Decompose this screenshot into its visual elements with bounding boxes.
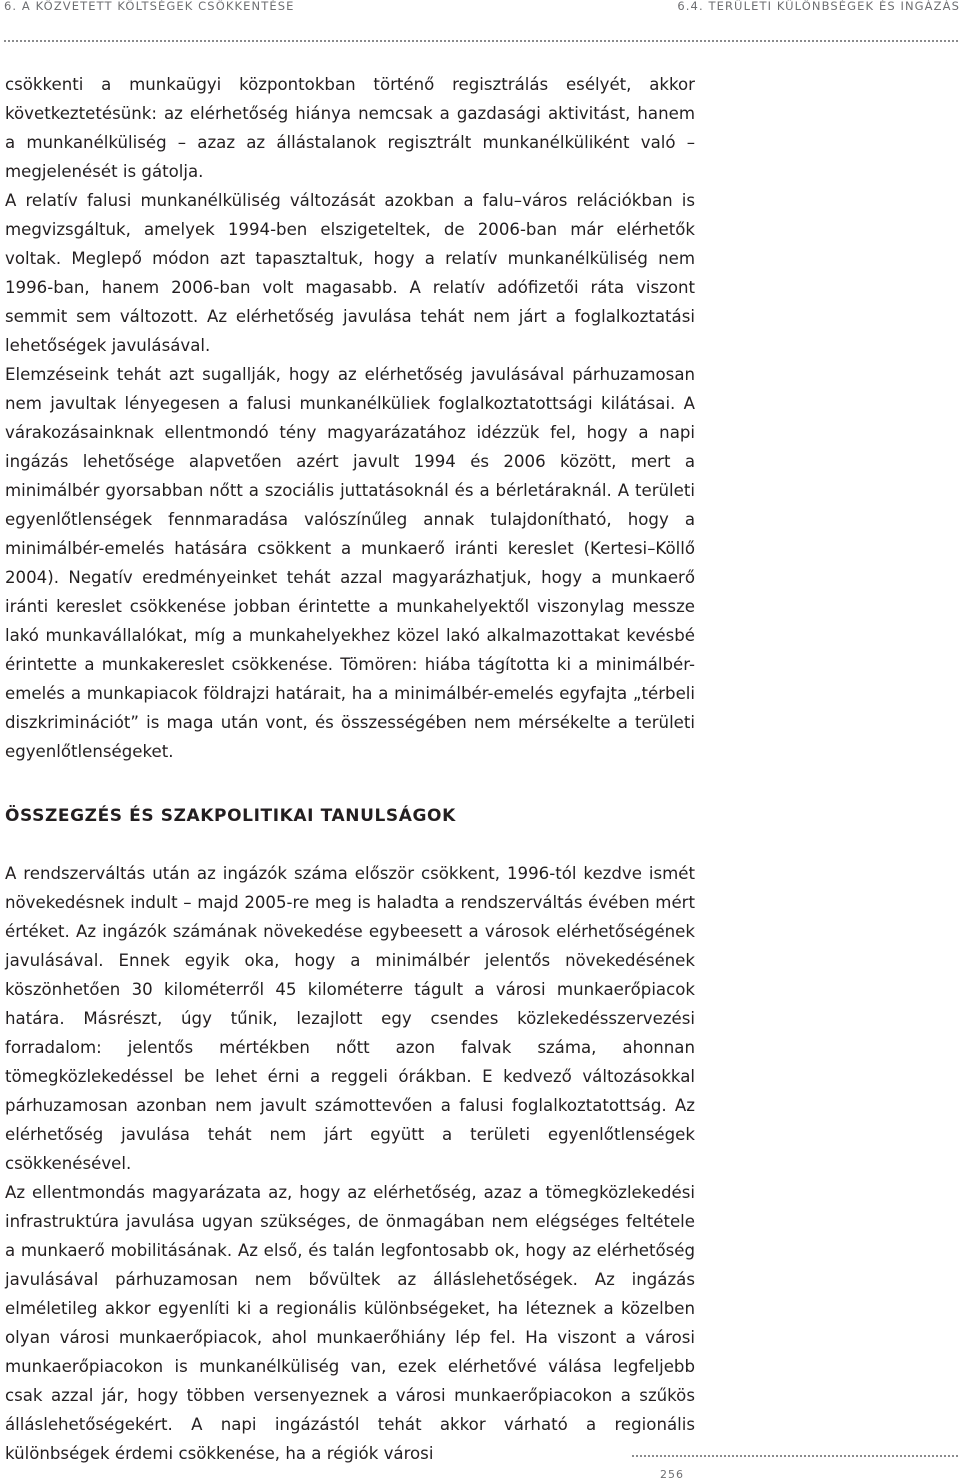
section-body <box>5 859 695 1468</box>
section-paragraph: Az ellentmondás magyarázata az, hogy az elérhetőség, azaz a tömegközlekedési infrastruktúra javulása ugyan szükséges, de önmagában nem elégséges feltétele a munkaerő mobilitásának. Az első, és talán legfontosabb ok, hogy az elérhetőség javulásával párhuzamosan nem bővültek az álláslehetőségek. Az ingázás elméletileg akkor egyenlíti ki a regionális különbségeket, ha léteznek a közelben olyan városi munkaerőpiacok, ahol munkaerőhiány lép fel. Ha viszont a városi munkaerőpiacokon is munkanélküliség van, ezek elérhetővé válása legfeljebb csak azzal jár, hogy többen versenyeznek a városi munkaerőpiacokon a szűkös álláslehetőségekért. A napi ingázástól tehát akkor várható a regionális különbségek érdemi csökkenése, ha a régiók városi <box>5 1183 695 1463</box>
body-paragraph: Elemzéseink tehát azt sugallják, hogy az elérhetőség javulásával párhuzamosan nem javultak lényegesen a falusi munkanélküliek foglalkoztatottsági kilátásai. A várakozásainknak ellentmondó tény magyarázatához idézzük fel, hogy a napi ingázás lehetősége alapvetően azért javult 1994 és 2006 között, mert a minimálbér gyorsabban nőtt a szociális juttatásoknál és a bérletáraknál. A területi egyenlőtlenségek fennmaradása valószínűleg annak tulajdonítható, hogy a minimálbér-emelés hatására csökkent a munkaerő iránti kereslet (Kertesi–Köllő 2004). Negatív eredményeinket tehát azzal magyarázhatjuk, hogy a munkaerő iránti kereslet csökkenése jobban érintette a munkahelyektől viszonylag messze lakó munkavállalókat, míg a munkahelyekhez közel lakó alkalmazottakat kevésbé érintette a munkakereslet csökkenése. Tömören: hiába tágította ki a minimálbér-emelés a munkapiacok földrajzi határait, ha a minimálbér-emelés egyfajta „térbeli diszkriminációt” is maga után vont, és összességében nem mérsékelte a területi egyenlőtlenségeket. <box>5 365 695 761</box>
section-paragraph: A rendszerváltás után az ingázók száma először csökkent, 1996-tól kezdve ismét növekedésnek indult – majd 2005-re meg is haladta a rendszerváltás évében mért értéket. Az ingázók számának növekedése egybeesett a városok elérhetőségének javulásával. Ennek egyik oka, hogy a minimálbér jelentős növekedésének köszönhetően 30 kilométerről 45 kilométerre tágult a városi munkaerőpiacok határa. Másrészt, úgy tűnik, lezajlott egy csendes közlekedésszervezési forradalom: jelentős mértékben nőtt azon falvak száma, ahonnan tömegközlekedéssel be lehet érni a reggeli órákban. E kedvező változásokkal párhuzamosan azonban nem javult számottevően a falusi foglalkoztatottság. Az elérhetőség javulása tehát nem járt együtt a területi egyenlőtlenségek csökkenésével. <box>5 864 695 1173</box>
running-header-section: 6.4. TERÜLETI KÜLÖNBSÉGEK ÉS INGÁZÁS <box>677 0 960 13</box>
page-number: 256 <box>660 1468 684 1481</box>
running-header <box>0 0 960 14</box>
body-paragraph: A relatív falusi munkanélküliség változását azokban a falu–város relációkban is megvizsgáltuk, amelyek 1994-ben elszigeteltek, de 2006-ban már elérhetők voltak. Meglepő módon azt tapasztaltuk, hogy a relatív munkanélküliség nem 1996-ban, hanem 2006-ban volt magasabb. A relatív adófizetői ráta viszont semmit sem változott. Az elérhetőség javulása tehát nem járt a foglalkoztatási lehetőségek javulásával. <box>5 191 695 355</box>
running-header-chapter: 6. A KÖZVETETT KÖLTSÉGEK CSÖKKENTÉSE <box>4 0 295 13</box>
footer-dotted-rule <box>632 1455 958 1457</box>
body-paragraph: csökkenti a munkaügyi központokban történő regisztrálás esélyét, akkor következtetésünk: az elérhetőség hiánya nemcsak a gazdasági aktivitást, hanem a munkanélküliség – azaz az állástalanok regisztrált munkanélküliként való – megjelenését is gátolja. <box>5 75 695 181</box>
main-text-column <box>5 70 695 1468</box>
header-dotted-rule <box>4 40 958 42</box>
section-heading: ÖSSZEGZÉS ÉS SZAKPOLITIKAI TANULSÁGOK <box>5 806 456 826</box>
